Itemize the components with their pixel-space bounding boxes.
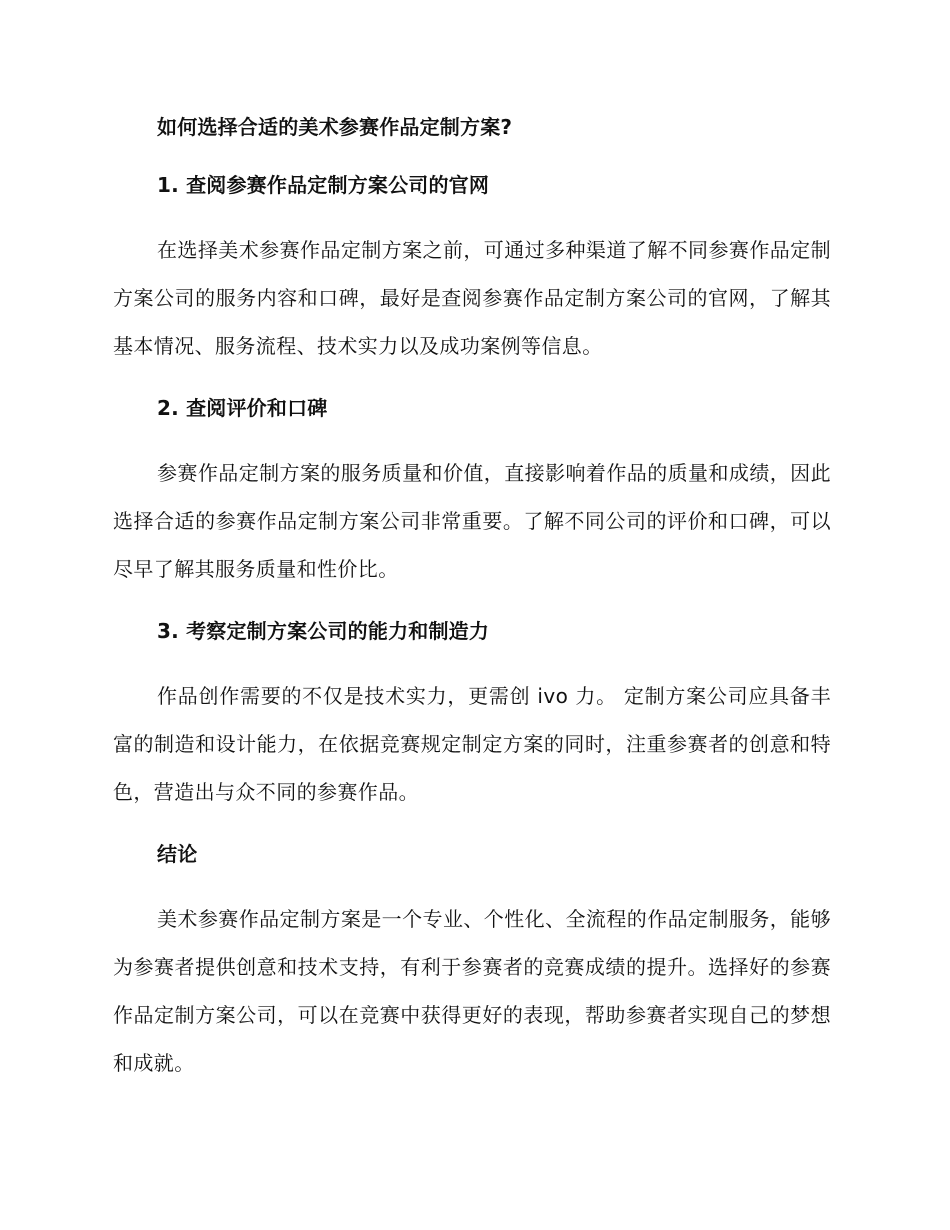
document-content bbox=[113, 110, 831, 1108]
section-heading-3: 3. 考察定制方案公司的能力和制造力 bbox=[157, 619, 490, 643]
section-heading-2: 2. 查阅评价和口碑 bbox=[157, 396, 328, 420]
section-body-2: 参赛作品定制方案的服务质量和价值，直接影响着作品的质量和成绩，因此选择合适的参赛作品定制方案公司非常重要。了解不同公司的评价和口碑，可以尽早了解其服务质量和性价比。 bbox=[113, 461, 831, 581]
section-body-1: 在选择美术参赛作品定制方案之前，可通过多种渠道了解不同参赛作品定制方案公司的服务内容和口碑，最好是查阅参赛作品定制方案公司的官网，了解其基本情况、服务流程、技术实力以及成功案例等信息。 bbox=[113, 238, 831, 358]
conclusion-heading: 结论 bbox=[157, 842, 198, 866]
section-body-3: 作品创作需要的不仅是技术实力，更需创 ivo 力。 定制方案公司应具备丰富的制造和设计能力，在依据竞赛规定制定方案的同时，注重参赛者的创意和特色，营造出与众不同的参赛作品。 bbox=[113, 684, 831, 804]
section-heading-1: 1. 查阅参赛作品定制方案公司的官网 bbox=[157, 173, 490, 197]
document-title: 如何选择合适的美术参赛作品定制方案? bbox=[157, 115, 513, 139]
conclusion-body: 美术参赛作品定制方案是一个专业、个性化、全流程的作品定制服务，能够为参赛者提供创意和技术支持，有利于参赛者的竞赛成绩的提升。选择好的参赛作品定制方案公司，可以在竞赛中获得更好的表现，帮助参赛者实现自己的梦想和成就。 bbox=[113, 907, 831, 1075]
